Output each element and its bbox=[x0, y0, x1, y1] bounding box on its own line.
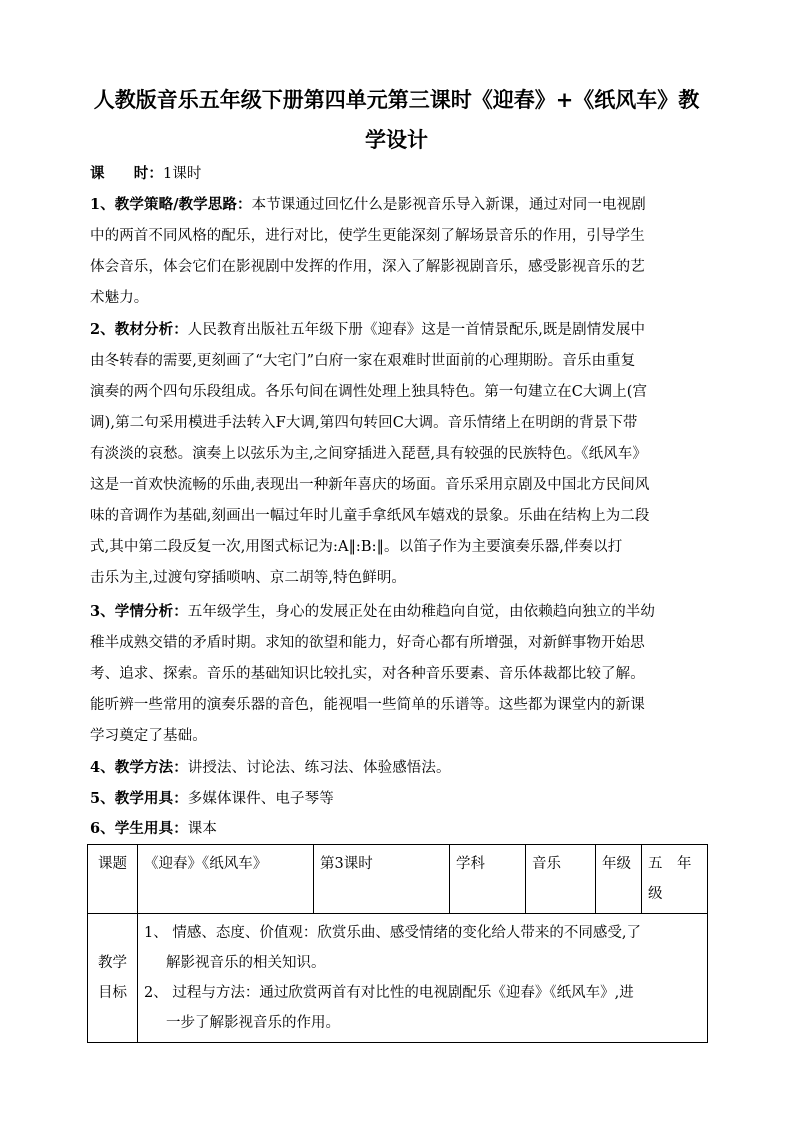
section-text: 稚半成熟交错的矛盾时期。求知的欲望和能力，好奇心都有所增强，对新鲜事物开始思 bbox=[90, 635, 645, 651]
subject-cell: 音乐 bbox=[526, 845, 596, 914]
doc-title-line-1: 人教版音乐五年级下册第四单元第三课时《迎春》+《纸风车》教 bbox=[93, 87, 700, 112]
section-teaching-methods bbox=[90, 752, 708, 784]
section-text: 中的两首不同风格的配乐，进行对比，使学生更能深刻了解场景音乐的作用，引导学生 bbox=[90, 228, 645, 244]
goals-label: 目标 bbox=[98, 985, 127, 1001]
table-row bbox=[88, 914, 708, 1043]
goals-label: 教学 bbox=[98, 955, 127, 971]
section-text: 调),第二句采用模进手法转入F大调,第四句转回C大调。音乐情绪上在明朗的背景下带 bbox=[90, 415, 638, 431]
goals-cell bbox=[138, 914, 708, 1043]
section-text: 讲授法、讨论法、练习法、体验感悟法。 bbox=[187, 760, 451, 776]
section-text: 多媒体课件、电子琴等 bbox=[187, 791, 334, 807]
grade-cell bbox=[642, 845, 708, 914]
lesson-plan-table bbox=[87, 844, 708, 1043]
goal-item: 解影视音乐的相关知识。 bbox=[166, 955, 326, 971]
goal-item: 2、 过程与方法：通过欣赏两首有对比性的电视剧配乐《迎春》《纸风车》,进 bbox=[144, 985, 634, 1001]
section-text: 术魅力。 bbox=[90, 290, 149, 306]
section-strategy bbox=[90, 189, 708, 314]
section-label: 6、学生用具： bbox=[90, 820, 188, 837]
section-text: 由冬转春的需要,更刻画了“大宅门”白府一家在艰难时世面前的心理期盼。音乐由重复 bbox=[90, 353, 636, 369]
section-label: 1、教学策略/教学思路： bbox=[90, 196, 252, 213]
section-text: 演奏的两个四句乐段组成。各乐句间在调性处理上独具特色。第一句建立在C大调上(宫 bbox=[90, 384, 648, 400]
period-paragraph bbox=[90, 158, 708, 190]
goals-header-cell bbox=[88, 914, 138, 1043]
section-text: 学习奠定了基础。 bbox=[90, 728, 207, 744]
section-text: 有淡淡的哀愁。演奏上以弦乐为主,之间穿插进入琵琶,具有较强的民族特色。《纸风车》 bbox=[90, 446, 647, 462]
section-text: 这是一首欢快流畅的乐曲,表现出一种新年喜庆的场面。音乐采用京剧及中国北方民间风 bbox=[90, 477, 650, 493]
section-teaching-tools bbox=[90, 783, 708, 815]
grade-text: 五 年 bbox=[648, 856, 692, 872]
section-text: 味的音调作为基础,刻画出一幅过年时儿童手拿纸风车嬉戏的景象。乐曲在结构上为二段 bbox=[90, 508, 650, 524]
section-student-analysis bbox=[90, 596, 708, 752]
topic-cell: 《迎春》《纸风车》 bbox=[138, 845, 314, 914]
section-text: 本节课通过回忆什么是影视音乐导入新课，通过对同一电视剧 bbox=[251, 197, 646, 213]
lesson-cell: 第3课时 bbox=[314, 845, 450, 914]
section-text: 式,其中第二段反复一次,用图式标记为:A‖:B:‖。以笛子作为主要演奏乐器,伴奏以打 bbox=[90, 539, 623, 555]
section-label: 2、教材分析： bbox=[90, 321, 188, 338]
goal-item: 1、 情感、态度、价值观：欣赏乐曲、感受情绪的变化给人带来的不同感受,了 bbox=[144, 925, 641, 941]
doc-title-line-2: 学设计 bbox=[365, 127, 428, 152]
grade-text: 级 bbox=[648, 886, 663, 902]
table-row bbox=[88, 845, 708, 914]
topic-header-cell: 课题 bbox=[88, 845, 138, 914]
period-label: 课 时： bbox=[90, 165, 163, 182]
section-text: 能听辨一些常用的演奏乐器的音色，能视唱一些简单的乐谱等。这些都为课堂内的新课 bbox=[90, 697, 645, 713]
section-text: 五年级学生，身心的发展正处在由幼稚趋向自觉，由依赖趋向独立的半幼 bbox=[187, 604, 655, 620]
section-text: 体会音乐，体会它们在影视剧中发挥的作用，深入了解影视剧音乐，感受影视音乐的艺 bbox=[90, 259, 645, 275]
period-value: 1课时 bbox=[163, 166, 202, 182]
section-text: 考、追求、探索。音乐的基础知识比较扎实，对各种音乐要素、音乐体裁都比较了解。 bbox=[90, 666, 645, 682]
section-text: 课本 bbox=[187, 821, 217, 837]
section-text: 人民教育出版社五年级下册《迎春》这是一首情景配乐,既是剧情发展中 bbox=[187, 322, 646, 338]
section-label: 5、教学用具： bbox=[90, 790, 188, 807]
section-textbook-analysis bbox=[90, 314, 708, 594]
subject-header-cell: 学科 bbox=[450, 845, 526, 914]
section-label: 4、教学方法： bbox=[90, 759, 188, 776]
section-student-tools bbox=[90, 813, 708, 845]
section-label: 3、学情分析： bbox=[90, 603, 188, 620]
goal-item: 一步了解影视音乐的作用。 bbox=[166, 1015, 340, 1031]
grade-header-cell: 年级 bbox=[596, 845, 642, 914]
section-text: 击乐为主,过渡句穿插唢呐、京二胡等,特色鲜明。 bbox=[90, 570, 407, 586]
